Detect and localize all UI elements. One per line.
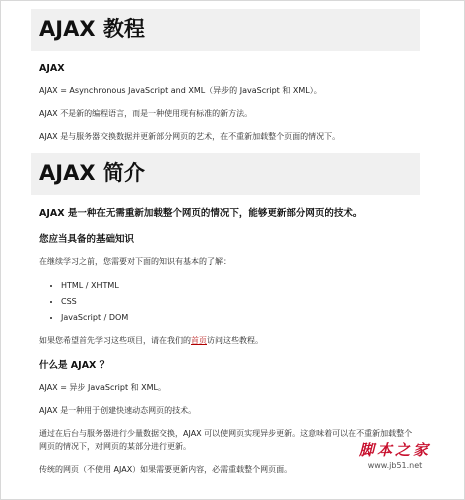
subheading-ajax: AJAX <box>39 63 65 74</box>
section-title-ajax-tutorial: AJAX 教程 <box>31 9 420 51</box>
prerequisite-item-html: • HTML / XHTML <box>61 278 420 294</box>
paragraph-fast-dynamic: AJAX 是一种用于创建快速动态网页的技术。 <box>39 406 197 415</box>
paragraph-traditional-pages: 传统的网页（不使用 AJAX）如果需要更新内容，必需重载整个网页面。 <box>39 465 293 474</box>
paragraph-async-update: 通过在后台与服务器进行少量数据交换，AJAX 可以使网页实现异步更新。这意味着可以在不重新加载整个网页的情况下，对网页的某部分进行更新。 <box>39 429 413 451</box>
paragraph-basics-intro: 在继续学习之前，您需要对下面的知识有基本的了解： <box>39 257 231 266</box>
subheading-what-is-ajax: 什么是 AJAX ？ <box>39 360 110 371</box>
homepage-link[interactable]: 首页 <box>191 336 207 345</box>
paragraph-not-new-language: AJAX 不是新的编程语言，而是一种使用现有标准的新方法。 <box>39 109 253 118</box>
subheading-basics: 您应当具备的基础知识 <box>39 234 135 245</box>
watermark-url: www.jb51.net <box>367 461 423 470</box>
prerequisite-list <box>39 278 420 326</box>
paragraph-ajax-equals: AJAX = 异步 JavaScript 和 XML。 <box>39 383 167 392</box>
paragraph-art-of-exchange: AJAX 是与服务器交换数据并更新部分网页的艺术，在不重新加载整个页面的情况下。 <box>39 132 341 141</box>
lead-summary: AJAX 是一种在无需重新加载整个网页的情况下，能够更新部分网页的技术。 <box>39 208 363 219</box>
review-text-before: 如果您希望首先学习这些项目，请在我们的 <box>39 336 191 345</box>
review-text-after: 访问这些教程。 <box>207 336 263 345</box>
paragraph-review-link <box>39 334 420 347</box>
document-content <box>1 1 464 476</box>
paragraph-ajax-definition: AJAX = Asynchronous JavaScript and XML（异步的 JavaScript 和 XML）。 <box>39 86 322 95</box>
section-title-ajax-intro: AJAX 简介 <box>31 153 420 195</box>
site-watermark <box>340 439 450 470</box>
prerequisite-item-javascript: • JavaScript / DOM <box>61 310 420 326</box>
watermark-logo-text: 脚本之家 <box>358 441 431 459</box>
prerequisite-item-css: • CSS <box>61 294 420 310</box>
